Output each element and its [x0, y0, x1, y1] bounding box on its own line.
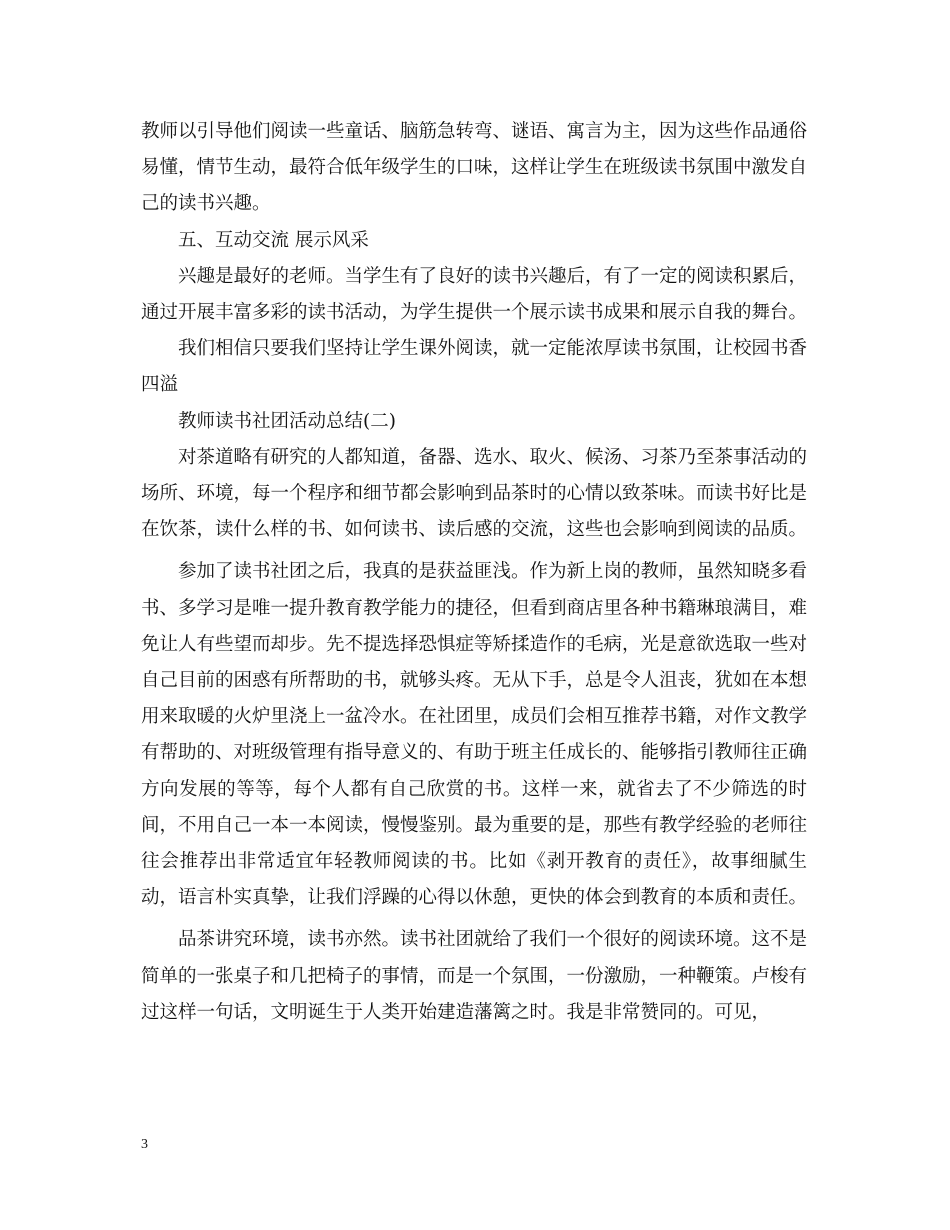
paragraph-reading-club: 参加了读书社团之后，我真的是获益匪浅。作为新上岗的教师，虽然知晓多看书、多学习是唯一提升教育教学能力的捷径，但看到商店里各种书籍琳琅满目，难免让人有些望而却步。先不提选择恐惧症等矫揉造作的毛病，光是意欲选取一些对自己目前的困惑有所帮助的书，就够头疼。无从下手，总是令人沮丧，犹如在本想用来取暖的火炉里浇上一盆冷水。在社团里，成员们会相互推荐书籍，对作文教学有帮助的、对班级管理有指导意义的、有助于班主任成长的、能够指引教师往正确方向发展的等等，每个人都有自己欣赏的书。这样一来，就省去了不少筛选的时间，不用自己一本一本阅读，慢慢鉴别。最为重要的是，那些有教学经验的老师往往会推荐出非常适宜年轻教师阅读的书。比如《剥开教育的责任》，故事细腻生动，语言朴实真挚，让我们浮躁的心得以休憩，更快的体会到教育的本质和责任。	[141, 561, 808, 909]
page-number: 3	[141, 1137, 148, 1152]
section-heading-interaction: 五、互动交流 展示风采	[178, 229, 369, 251]
paragraph-continued: 教师以引导他们阅读一些童话、脑筋急转弯、谜语、寓言为主，因为这些作品通俗易懂，情节生动，最符合低年级学生的口味，这样让学生在班级读书氛围中激发自己的读书兴趣。	[141, 121, 808, 215]
paragraph-environment: 品茶讲究环境，读书亦然。读书社团就给了我们一个很好的阅读环境。这不是简单的一张桌子和几把椅子的事情，而是一个氛围，一份激励，一种鞭策。卢梭有过这样一句话，文明诞生于人类开始建造藩篱之时。我是非常赞同的。可见，	[141, 929, 808, 1023]
section-title-summary-two: 教师读书社团活动总结(二)	[178, 410, 396, 432]
document-body	[141, 114, 807, 1031]
paragraph-interest: 兴趣是最好的老师。当学生有了良好的读书兴趣后，有了一定的阅读积累后，通过开展丰富多彩的读书活动，为学生提供一个展示读书成果和展示自我的舞台。	[141, 265, 808, 324]
paragraph-tea-ceremony: 对茶道略有研究的人都知道，备器、选水、取火、候汤、习茶乃至茶事活动的场所、环境，每一个程序和细节都会影响到品茶时的心情以致茶味。而读书好比是在饮茶，读什么样的书、如何读书、读后感的交流，这些也会影响到阅读的品质。	[141, 446, 808, 541]
paragraph-conclusion: 我们相信只要我们坚持让学生课外阅读，就一定能浓厚读书氛围，让校园书香四溢	[141, 338, 808, 396]
